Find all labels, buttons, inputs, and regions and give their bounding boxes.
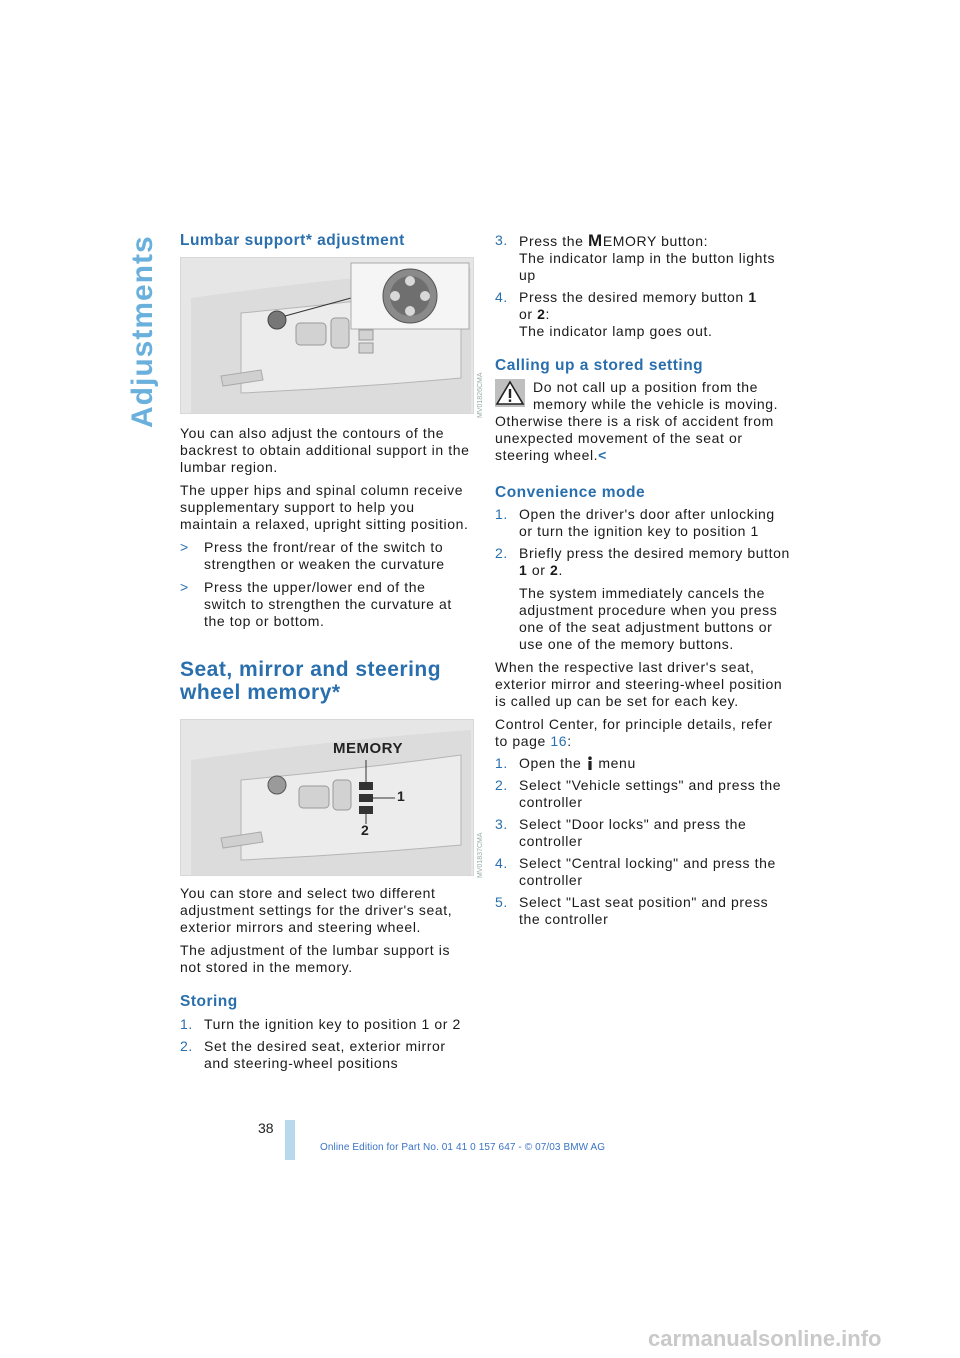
convenience-heading: Convenience mode xyxy=(495,484,646,501)
convenience-paragraph-2 xyxy=(495,716,790,750)
step-number: 3. xyxy=(495,232,508,248)
memory-heading-block xyxy=(180,658,472,704)
callout-2: 2 xyxy=(361,822,369,838)
list-item xyxy=(495,777,790,811)
step-text: . xyxy=(558,562,563,578)
bullet-marker: > xyxy=(180,579,189,595)
list-item xyxy=(180,579,472,630)
figure-code-2: MV01837CMA xyxy=(477,832,484,878)
memory-callout-label: MEMORY xyxy=(333,740,403,757)
step-number: 3. xyxy=(495,816,508,832)
step-text: Select "Vehicle settings" and press the controller xyxy=(519,777,782,810)
step-number: 1. xyxy=(180,1016,193,1032)
list-item xyxy=(495,894,790,928)
step-text: Set the desired seat, exterior mirror and steering-wheel positions xyxy=(204,1038,446,1071)
step-number: 5. xyxy=(495,894,508,910)
step-text: Press the desired memory button xyxy=(519,289,744,305)
step-number: 4. xyxy=(495,289,508,305)
step-text: Briefly press the desired memory button xyxy=(519,545,790,561)
right-column xyxy=(495,232,790,928)
step-text: Select "Central locking" and press the controller xyxy=(519,855,776,888)
memory-paragraph-1: You can store and select two different adjustment settings for the driver's seat, exterior mirrors and steering wheel. xyxy=(180,885,453,935)
memory-heading-line-2: wheel memory* xyxy=(180,681,341,704)
step-text: Press the xyxy=(519,233,584,249)
lumbar-heading: Lumbar support* adjustment xyxy=(180,232,405,249)
memory-paragraph-2: The adjustment of the lumbar support is not stored in the memory. xyxy=(180,942,451,975)
step-text: menu xyxy=(598,755,636,771)
step-text: or xyxy=(531,562,546,578)
figure-code-1: MV01826CMA xyxy=(477,372,484,418)
calling-heading: Calling up a stored setting xyxy=(495,357,704,374)
step-text: Select "Door locks" and press the controller xyxy=(519,816,747,849)
step-text: The indicator lamp goes out. xyxy=(519,323,713,339)
step-text: Turn the ignition key to position 1 or 2 xyxy=(204,1016,461,1032)
footer-text: Online Edition for Part No. 01 41 0 157 647 - © 07/03 BMW AG xyxy=(320,1142,606,1153)
step-text: or xyxy=(519,306,533,322)
lumbar-text xyxy=(180,425,472,630)
list-item xyxy=(180,1038,472,1072)
step-text: EMORY button: xyxy=(602,233,709,249)
page-link[interactable]: 16 xyxy=(550,733,568,749)
step-number: 4. xyxy=(495,855,508,871)
step-number: 2. xyxy=(495,777,508,793)
step-text: Select "Last seat position" and press the controller xyxy=(519,894,769,927)
button-number: 1 xyxy=(519,562,528,578)
lumbar-paragraph-2: The upper hips and spinal column receive supplementary support to help you maintain a relaxed, upright sitting position. xyxy=(180,482,469,532)
list-item xyxy=(495,545,790,653)
list-item xyxy=(180,539,472,573)
convenience-paragraph-1: When the respective last driver's seat, exterior mirror and steering-wheel position is called up can be set for each key. xyxy=(495,659,783,709)
step-number: 1. xyxy=(495,755,508,771)
warning-text: Do not call up a position from the memory while the vehicle is moving. Otherwise there is a risk of accident from unexpected movement of the seat or steering wheel. xyxy=(495,379,779,463)
memory-seat-illustration xyxy=(181,720,473,875)
lumbar-figure xyxy=(180,257,474,414)
page-number: 38 xyxy=(258,1120,274,1136)
list-item xyxy=(495,755,790,772)
step-number: 1. xyxy=(495,506,508,522)
list-item xyxy=(495,232,790,284)
page-bar xyxy=(285,1120,295,1160)
memory-text xyxy=(180,885,472,1072)
step-number: 2. xyxy=(495,545,508,561)
button-number: 2 xyxy=(550,562,559,578)
callout-1: 1 xyxy=(397,788,405,804)
bullet-marker: > xyxy=(180,539,189,555)
convenience-note: The system immediately cancels the adjustment procedure when you press one of the seat adjustment buttons or use one of the memory buttons. xyxy=(519,585,778,652)
list-item xyxy=(495,816,790,850)
bullet-text-1: Press the front/rear of the switch to strengthen or weaken the curvature xyxy=(204,539,445,572)
button-number: 2 xyxy=(537,306,546,322)
list-item xyxy=(495,855,790,889)
storing-heading: Storing xyxy=(180,993,238,1010)
lumbar-seat-illustration xyxy=(181,258,473,413)
list-item: 4. Press the desired memory button 1 or 2: The indicator lamp goes out. xyxy=(495,289,757,339)
list-item xyxy=(495,506,790,540)
bullet-text-2: Press the upper/lower end of the switch to strengthen the curvature at the top or bottom. xyxy=(204,579,452,629)
chapter-title-text: Adjustments xyxy=(126,235,159,428)
chapter-side-title xyxy=(120,232,160,432)
step-text: The indicator lamp in the button lights up xyxy=(519,250,776,283)
step-number: 2. xyxy=(180,1038,193,1054)
step-text: Open the xyxy=(519,755,582,771)
watermark: carmanualsonline.info xyxy=(648,1326,882,1351)
end-mark: < xyxy=(598,447,607,463)
memory-heading-line-1: Seat, mirror and steering xyxy=(180,658,442,681)
left-column xyxy=(180,232,472,249)
button-number: 1 xyxy=(748,289,757,305)
step-text: Open the driver's door after unlocking or turn the ignition key to position 1 xyxy=(519,506,775,539)
list-item xyxy=(180,1016,472,1033)
warning-block xyxy=(495,379,790,464)
paragraph-text: Control Center, for principle details, refer to page xyxy=(495,716,773,749)
memory-figure xyxy=(180,719,474,876)
memory-m-symbol: M xyxy=(588,231,603,250)
lumbar-paragraph-1: You can also adjust the contours of the backrest to obtain additional support in the lumbar region. xyxy=(180,425,470,475)
info-icon xyxy=(586,756,594,770)
warning-triangle-icon xyxy=(495,379,525,407)
paragraph-text: : xyxy=(567,733,572,749)
